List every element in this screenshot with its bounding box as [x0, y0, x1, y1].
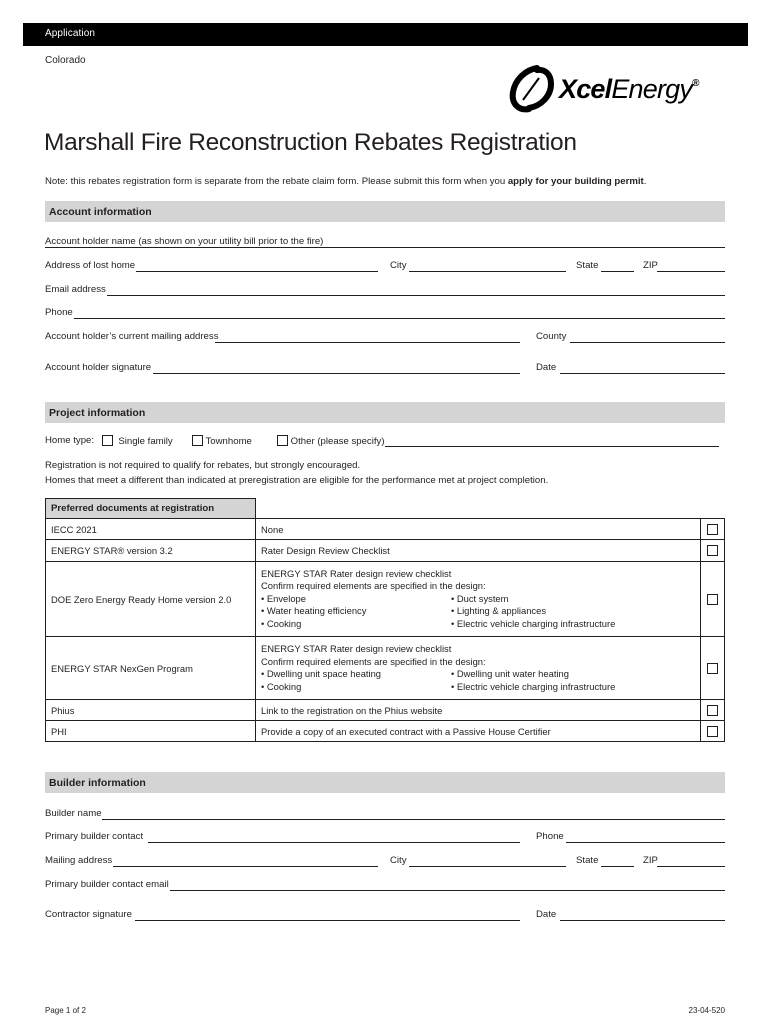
state-field[interactable] [601, 271, 634, 272]
page-title: Marshall Fire Reconstruction Rebates Registration [44, 129, 577, 156]
doe-zero-energy-checkbox[interactable] [707, 594, 718, 605]
email-field[interactable] [107, 295, 725, 296]
table-row: ENERGY STAR NexGen Program ENERGY STAR Rater design review checklist Confirm required elements are specified in the design: • Dwelling unit space heating • Dwelling unit water heating • Cooking • Electric vehicle charging infrastructure [46, 637, 725, 700]
page-number: Page 1 of 2 [45, 1006, 86, 1015]
other-checkbox[interactable] [277, 435, 288, 446]
row-email: Email address [45, 284, 725, 298]
note-text: Note: this rebates registration form is separate from the rebate claim form. Please submit this form when you apply for your building permit. [45, 176, 647, 187]
townhome-checkbox[interactable] [192, 435, 203, 446]
builder-phone-field[interactable] [566, 842, 725, 843]
table-header: Preferred documents at registration [46, 499, 256, 519]
phone-field[interactable] [74, 318, 725, 319]
row-builder-address: Mailing address City State ZIP [45, 855, 725, 869]
documents-table [45, 498, 725, 742]
logo-word-bold: Xcel [559, 74, 612, 104]
account-signature-field[interactable] [153, 373, 520, 374]
project-note-1: Registration is not required to qualify for rebates, but strongly encouraged. [45, 460, 361, 471]
logo-word-regular: Energy [611, 74, 693, 104]
xcel-swirl-icon [507, 64, 555, 114]
townhome-option[interactable]: Townhome [192, 435, 252, 447]
other-option[interactable]: Other (please specify) [277, 435, 385, 447]
header-bar [23, 23, 748, 46]
row-builder-contact: Primary builder contact Phone [45, 831, 725, 845]
table-row: PHI Provide a copy of an executed contract with a Passive House Certifier [46, 721, 725, 742]
row-builder-email: Primary builder contact email [45, 879, 725, 893]
builder-state-field[interactable] [601, 866, 634, 867]
zip-field[interactable] [657, 271, 725, 272]
row-builder-name: Builder name [45, 808, 725, 822]
contractor-date-field[interactable] [560, 920, 725, 921]
county-field[interactable] [570, 342, 725, 343]
builder-zip-field[interactable] [657, 866, 725, 867]
row-address: Address of lost home City State ZIP [45, 260, 725, 274]
builder-email-field[interactable] [170, 890, 725, 891]
logo-registered-mark: ® [692, 78, 699, 89]
account-date-field[interactable] [560, 373, 725, 374]
note-bold: apply for your building permit [507, 176, 644, 187]
builder-address-field[interactable] [113, 866, 378, 867]
table-row: Phius Link to the registration on the Phius website [46, 700, 725, 721]
single-family-option[interactable]: Single family [102, 435, 173, 447]
phi-checkbox[interactable] [707, 726, 718, 737]
project-note-2: Homes that meet a different than indicated at preregistration are eligible for the performance met at project completion. [45, 475, 549, 486]
row-contractor-signature: Contractor signature Date [45, 909, 725, 923]
row-phone: Phone [45, 307, 725, 321]
city-field[interactable] [409, 271, 566, 272]
builder-city-field[interactable] [409, 866, 566, 867]
phius-checkbox[interactable] [707, 705, 718, 716]
section-project-heading: Project information [45, 402, 725, 423]
section-account-heading: Account information [45, 201, 725, 222]
table-row: ENERGY STAR® version 3.2 Rater Design Review Checklist [46, 540, 725, 562]
single-family-checkbox[interactable] [102, 435, 113, 446]
field-account-holder-name[interactable]: Account holder name (as shown on your utility bill prior to the fire) [45, 236, 725, 250]
table-row: IECC 2021 None [46, 519, 725, 540]
builder-contact-field[interactable] [148, 842, 520, 843]
xcel-energy-logo [507, 64, 732, 116]
state-label: Colorado [45, 55, 86, 66]
row-signature: Account holder signature Date [45, 362, 725, 376]
mailing-address-field[interactable] [215, 342, 520, 343]
table-row: DOE Zero Energy Ready Home version 2.0 ENERGY STAR Rater design review checklist Confirm required elements are specified in the design: • Envelope • Duct system • Water heating efficiency • Lighting & appliances • Cooking • Electric vehicle charging infrastructure [46, 562, 725, 637]
iecc-checkbox[interactable] [707, 524, 718, 535]
header-bar-label: Application [45, 28, 96, 39]
energy-star-checkbox[interactable] [707, 545, 718, 556]
row-mailing: Account holder’s current mailing address County [45, 331, 725, 345]
form-code: 23-04-520 [688, 1006, 725, 1015]
address-field[interactable] [136, 271, 378, 272]
nexgen-checkbox[interactable] [707, 663, 718, 674]
section-builder-heading: Builder information [45, 772, 725, 793]
row-home-type: Home type: Single family Townhome Other (please specify) [45, 435, 725, 449]
contractor-signature-field[interactable] [135, 920, 520, 921]
builder-name-field[interactable] [102, 819, 725, 820]
other-specify-field[interactable] [385, 435, 719, 447]
